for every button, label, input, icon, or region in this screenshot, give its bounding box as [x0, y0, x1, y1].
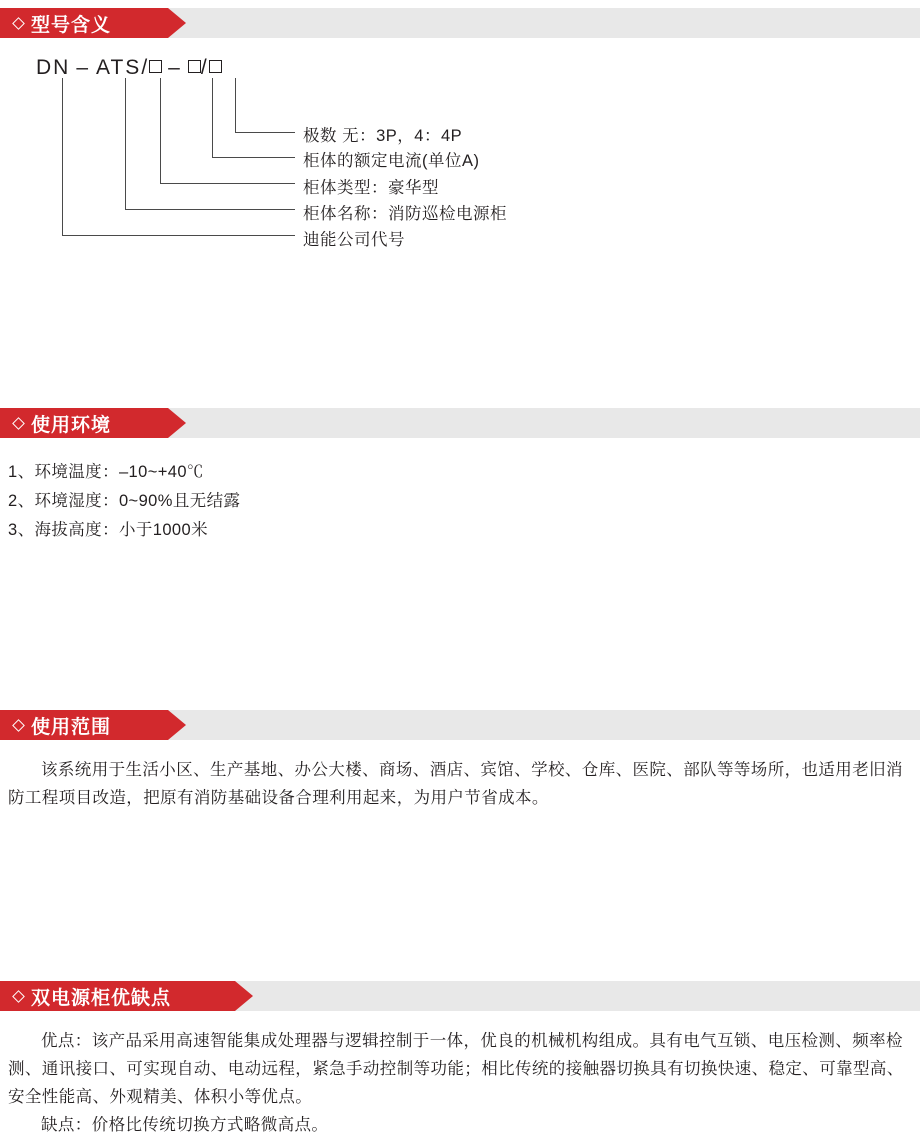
diamond-icon — [12, 17, 25, 30]
pros-cons-body — [8, 1027, 912, 1139]
section-header-environment — [0, 408, 920, 438]
code-dash-2: – — [168, 56, 182, 79]
scope-paragraph: 该系统用于生活小区、生产基地、办公大楼、商场、酒店、宾馆、学校、仓库、医院、部队等等场所，也适用老旧消防工程项目改造，把原有消防基础设备合理利用起来，为用户节省成本。 — [8, 761, 903, 807]
cons-paragraph: 缺点：价格比传统切换方式略微高点。 — [41, 1116, 329, 1134]
code-box-3 — [209, 60, 222, 73]
header-tab — [0, 710, 168, 740]
header-tab — [0, 981, 235, 1011]
leader-label-3: 柜体类型：豪华型 — [303, 179, 439, 197]
environment-list — [8, 458, 240, 545]
code-prefix: DN — [36, 56, 71, 79]
leader-line-5 — [62, 78, 295, 236]
pros-paragraph: 优点：该产品采用高速智能集成处理器与逻辑控制于一体，优良的机械机构组成。具有电气互锁、电压检测、频率检测、通讯接口、可实现自动、电动远程，紧急手动控制等功能；相比传统的接触器切换具有切换快速、稳定、可靠型高、安全性能高、外观精美、体积小等优点。 — [8, 1032, 904, 1106]
header-title: 使用范围 — [31, 716, 112, 738]
environment-item: 3、海拔高度：小于1000米 — [8, 521, 208, 539]
environment-item: 1、环境温度：–10~+40℃ — [8, 463, 204, 481]
leader-label-2: 柜体的额定电流(单位A) — [303, 152, 480, 170]
header-arrow-icon — [235, 981, 253, 1011]
leader-label-5: 迪能公司代号 — [303, 231, 405, 249]
header-arrow-icon — [168, 710, 186, 740]
section-model-meaning — [0, 0, 920, 320]
environment-item: 2、环境湿度：0~90%且无结露 — [8, 492, 241, 510]
header-tab — [0, 8, 168, 38]
header-arrow-icon — [168, 408, 186, 438]
model-code-line — [36, 56, 222, 80]
header-title: 使用环境 — [31, 414, 112, 436]
header-arrow-icon — [168, 8, 186, 38]
code-ats: ATS/ — [96, 56, 150, 79]
code-slash: / — [200, 56, 209, 79]
scope-body — [8, 756, 912, 812]
header-title: 型号含义 — [31, 14, 112, 36]
leader-label-1: 极数 无：3P，4：4P — [303, 127, 463, 145]
code-dash-1: – — [76, 56, 91, 79]
diamond-icon — [12, 417, 25, 430]
leader-label-4: 柜体名称：消防巡检电源柜 — [303, 205, 507, 223]
diamond-icon — [12, 990, 25, 1003]
code-box-1 — [149, 60, 162, 73]
header-tab — [0, 408, 168, 438]
code-box-2 — [188, 60, 201, 73]
section-header-pros-cons — [0, 981, 920, 1011]
section-header-scope — [0, 710, 920, 740]
section-header-model — [0, 8, 920, 38]
diamond-icon — [12, 719, 25, 732]
header-title: 双电源柜优缺点 — [31, 987, 172, 1009]
